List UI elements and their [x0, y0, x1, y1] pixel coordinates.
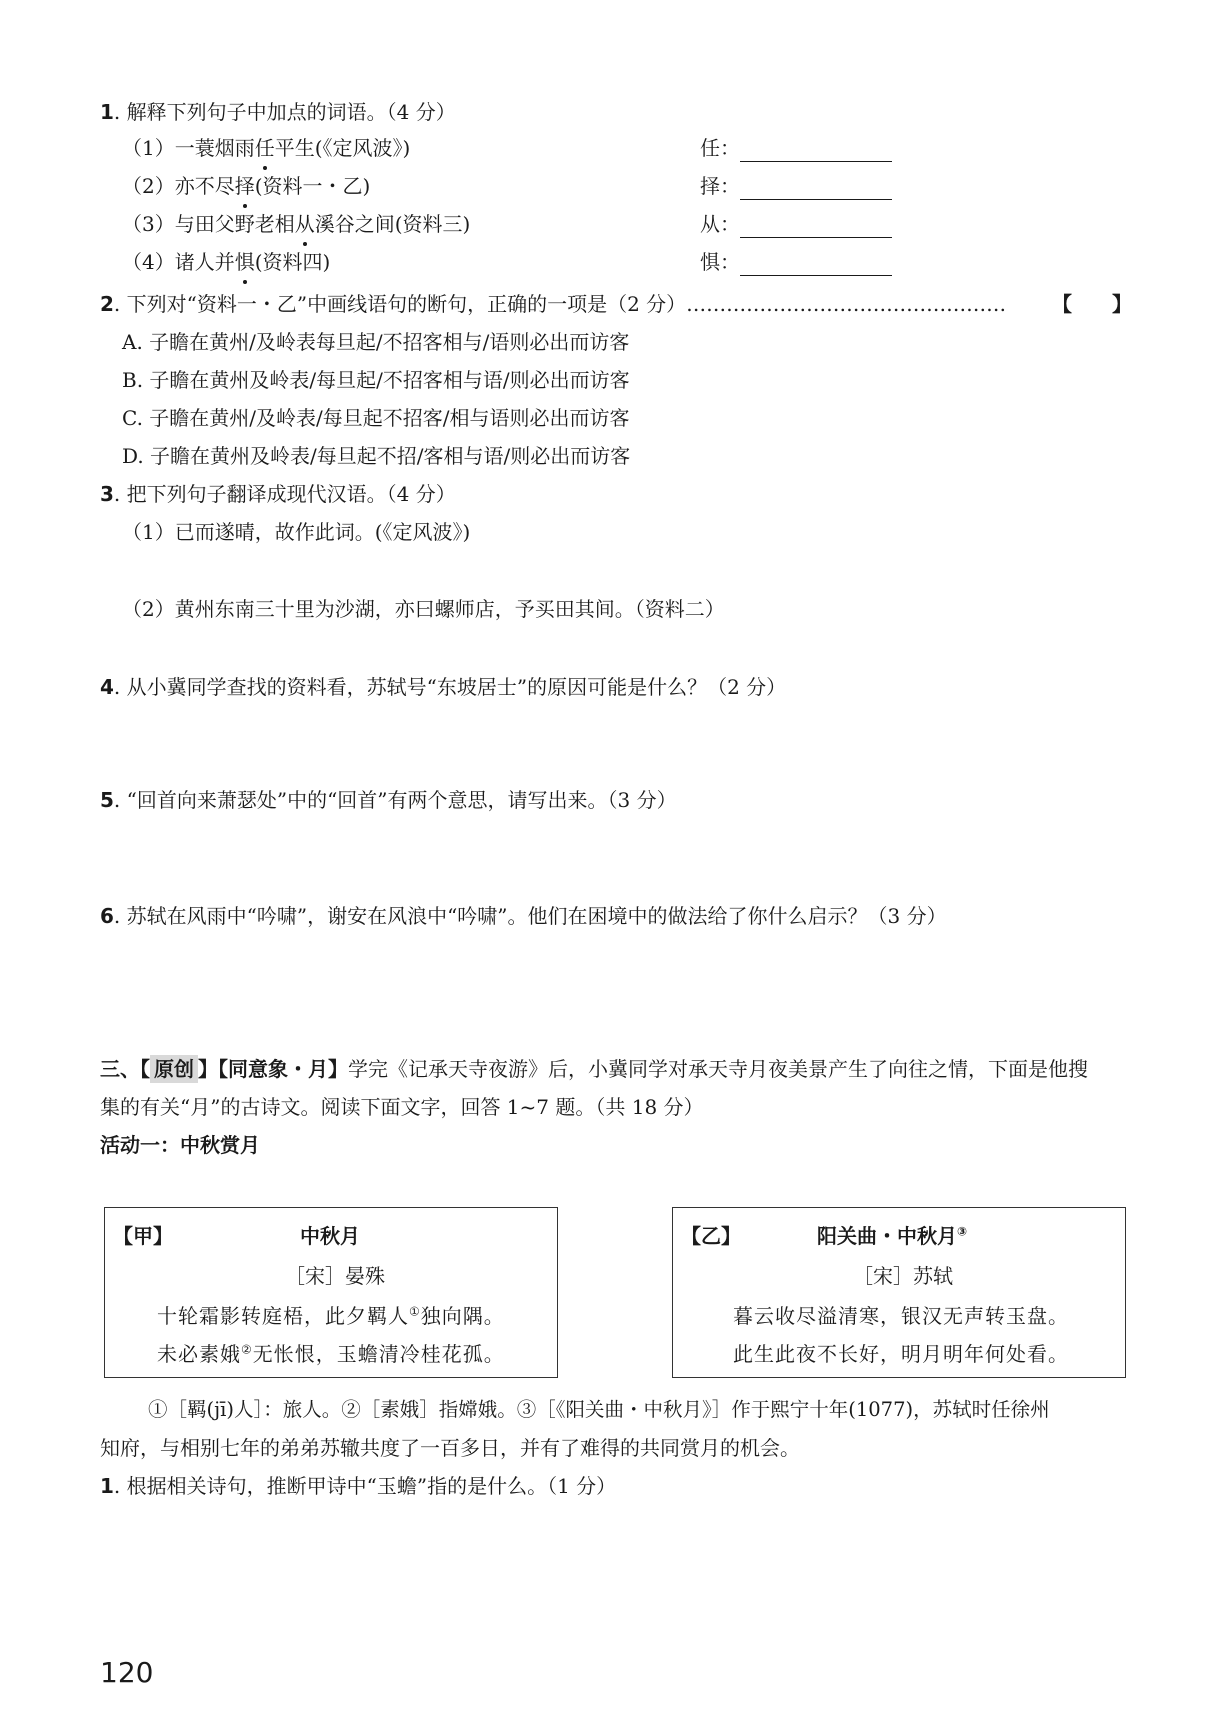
- q1-text: . 解释下列句子中加点的词语。（4 分）: [113, 100, 456, 124]
- q6-text: . 苏轼在风雨中“吟啸”，谢安在风浪中“吟啸”。他们在困境中的做法给了你什么启示？（3 分）: [113, 904, 947, 928]
- q6-stem: [100, 902, 947, 930]
- q5-stem: [100, 786, 677, 814]
- q4-text: . 从小冀同学查找的资料看，苏轼号“东坡居士”的原因可能是什么？（2 分）: [113, 675, 787, 699]
- q2-number: 2: [100, 292, 114, 316]
- poem-a-tag: 【甲】: [113, 1224, 173, 1248]
- answer-blank[interactable]: [740, 253, 892, 276]
- q3-text: . 把下列句子翻译成现代汉语。（4 分）: [113, 482, 456, 506]
- s3-q1-number: 1: [100, 1474, 114, 1498]
- q1-answer-3: 从：: [700, 210, 892, 238]
- poem-a-title: 中秋月: [300, 1224, 360, 1248]
- q3-number: 3: [100, 482, 114, 506]
- q2-option-d: D. 子瞻在黄州及岭表/每旦起不招/客相与语/则必出而访客: [122, 444, 631, 468]
- footnotes-line-1: ①［羁(jī)人］：旅人。②［素娥］指嫦娥。③［《阳关曲・中秋月》］作于熙宁十年(1077)，苏轼时任徐州: [148, 1398, 1050, 1421]
- dotted-word: 惧: [234, 250, 255, 274]
- activity-title: 活动一：中秋赏月: [100, 1133, 260, 1157]
- q5-number: 5: [100, 788, 114, 812]
- q3-stem: [100, 480, 456, 508]
- dotted-word: 择: [234, 174, 255, 198]
- poem-a-author: ［宋］晏殊: [285, 1264, 385, 1288]
- q2-text: . 下列对“资料一・乙”中画线语句的断句，正确的一项是（2 分）…………………………………………: [113, 292, 1007, 316]
- s3-q1-text: . 根据相关诗句，推断甲诗中“玉蟾”指的是什么。（1 分）: [113, 1474, 617, 1498]
- answer-blank[interactable]: [740, 177, 892, 200]
- poem-b-author: ［宋］苏轼: [853, 1264, 953, 1288]
- q4-stem: [100, 673, 786, 701]
- q4-number: 4: [100, 675, 114, 699]
- q2-option-b: B. 子瞻在黄州及岭表/每旦起/不招客相与语/则必出而访客: [122, 368, 630, 392]
- section3-heading-cont: 集的有关“月”的古诗文。阅读下面文字，回答 1~7 题。（共 18 分）: [100, 1095, 704, 1119]
- answer-blank[interactable]: [740, 139, 892, 162]
- poem-a-line-2: 未必素娥②无怅恨，玉蟾清冷桂花孤。: [157, 1342, 505, 1366]
- q5-text: . “回首向来萧瑟处”中的“回首”有两个意思，请写出来。（3 分）: [113, 788, 677, 812]
- q1-answer-4: 惧：: [700, 248, 892, 276]
- footnotes-line-2: 知府，与相别七年的弟弟苏辙共度了一百多日，并有了难得的共同赏月的机会。: [100, 1436, 800, 1460]
- dotted-word: 任: [254, 136, 275, 160]
- q1-answer-1: 任：: [700, 134, 892, 162]
- poem-b-tag: 【乙】: [681, 1224, 741, 1248]
- q1-item-4: （4）诸人并惧(资料四): [122, 250, 331, 274]
- poem-b-line-2: 此生此夜不长好，明月明年何处看。: [733, 1342, 1069, 1366]
- answer-blank[interactable]: [740, 215, 892, 238]
- poem-a-line-1: 十轮霜影转庭梧，此夕羁人①独向隅。: [157, 1304, 505, 1328]
- poem-box-a: [104, 1207, 558, 1378]
- section3-heading: 三、【 原创 】【同意象・月】学完《记承天寺夜游》后，小冀同学对承天寺月夜美景产生了向往之情，下面是他搜: [100, 1057, 1088, 1081]
- answer-bracket[interactable]: 【 】: [1052, 292, 1132, 316]
- q1-answer-2: 择：: [700, 172, 892, 200]
- q1-number: 1: [100, 100, 114, 124]
- q2-option-c: C. 子瞻在黄州/及岭表/每旦起不招客/相与语则必出而访客: [122, 406, 630, 430]
- q1-item-3: （3）与田父野老相从溪谷之间(资料三): [122, 212, 471, 236]
- theme-tag: 【同意象・月】: [218, 1057, 348, 1081]
- poem-box-b: [672, 1207, 1126, 1378]
- q1-item-2: （2）亦不尽择(资料一・乙): [122, 174, 371, 198]
- dotted-word: 从: [294, 212, 315, 236]
- s3-q1-stem: [100, 1472, 616, 1500]
- q3-item-1: （1）已而遂晴，故作此词。(《定风波》): [122, 520, 471, 544]
- poem-b-line-1: 暮云收尽溢清寒，银汉无声转玉盘。: [733, 1304, 1069, 1328]
- q6-number: 6: [100, 904, 114, 928]
- q3-item-2: （2）黄州东南三十里为沙湖，亦曰螺师店，予买田其间。（资料二）: [122, 597, 725, 621]
- q2-stem: [100, 290, 1130, 318]
- q1-stem: [100, 98, 456, 126]
- q1-item-1: （1）一蓑烟雨任平生(《定风波》): [122, 136, 411, 160]
- q2-option-a: A. 子瞻在黄州/及岭表每旦起/不招客相与/语则必出而访客: [122, 330, 630, 354]
- page-number: 120: [100, 1656, 154, 1689]
- poem-b-title: 阳关曲・中秋月③: [817, 1224, 968, 1248]
- original-tag: 原创: [150, 1055, 198, 1083]
